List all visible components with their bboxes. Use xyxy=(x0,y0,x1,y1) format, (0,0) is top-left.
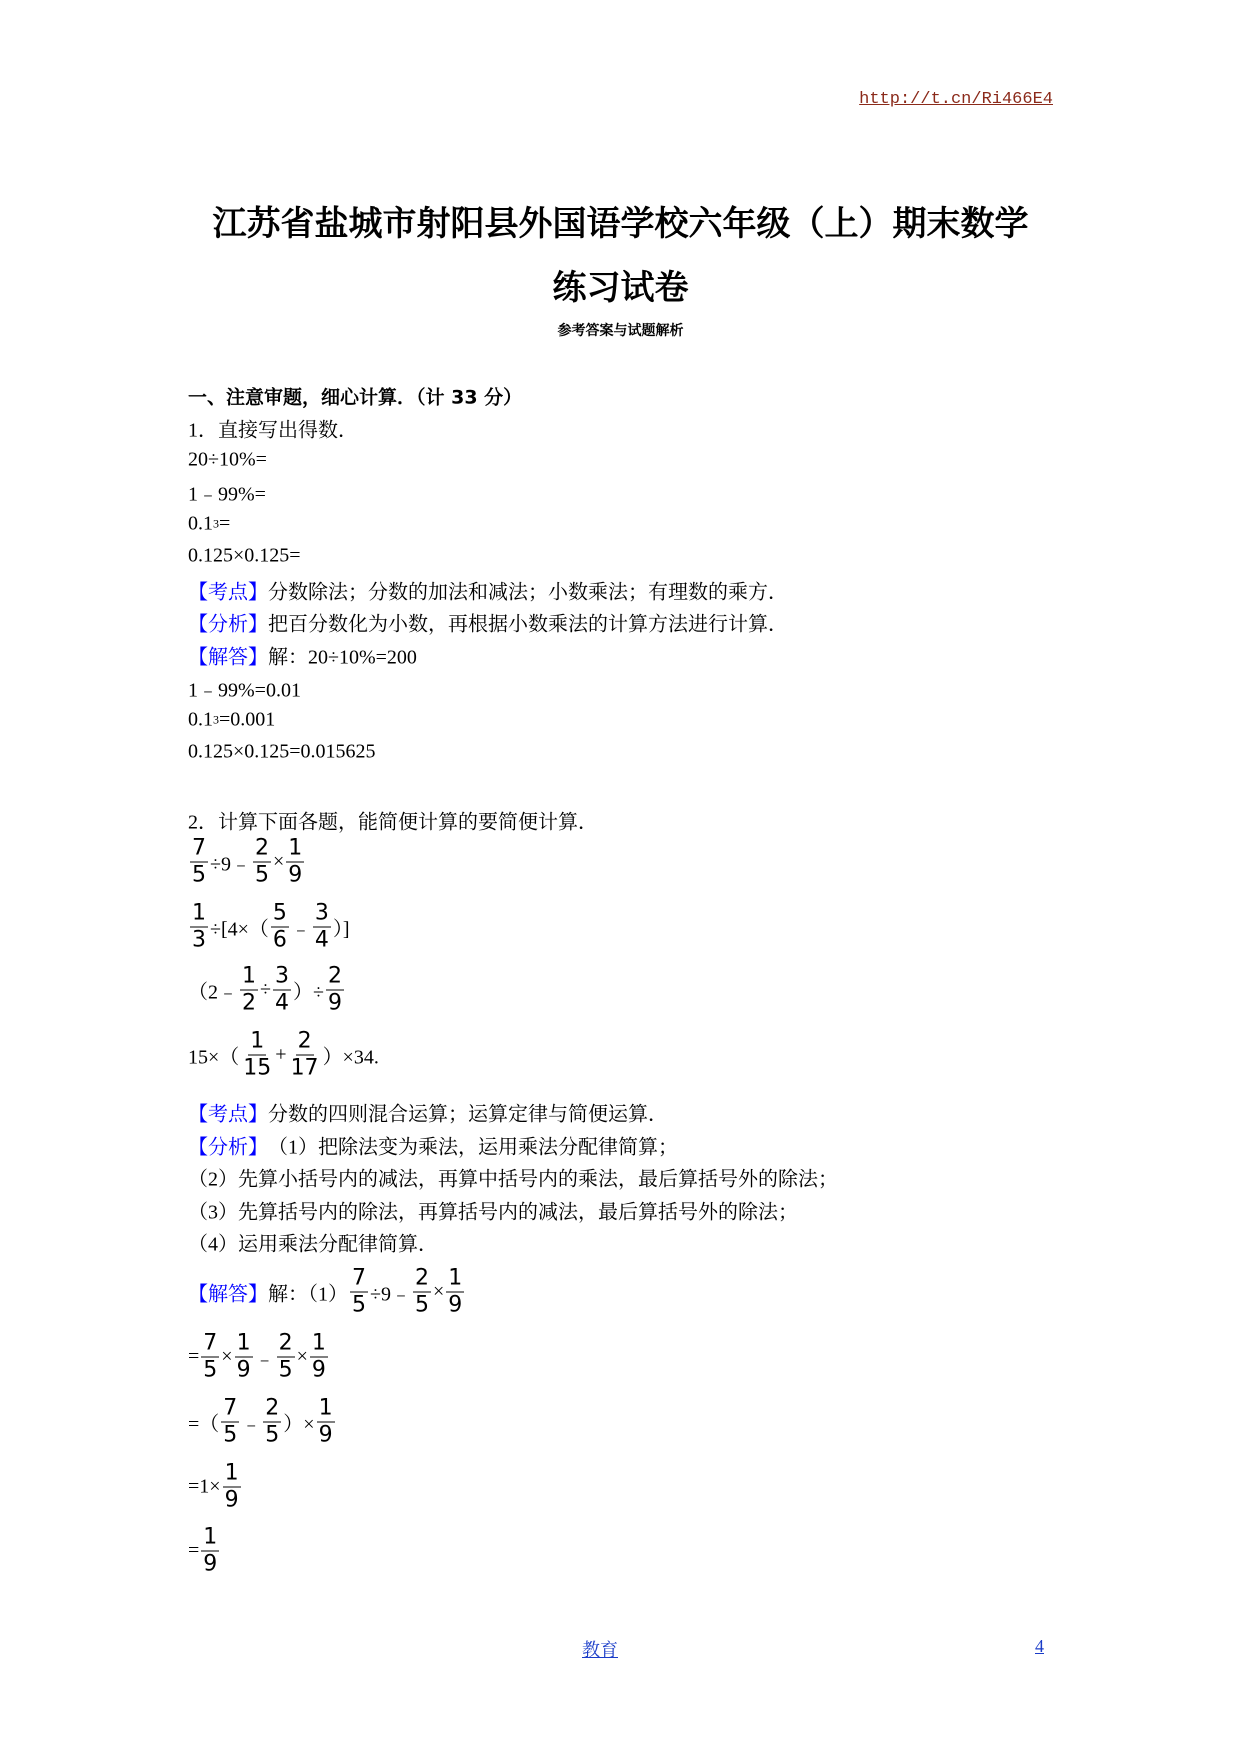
text: 解：20÷10%=200 xyxy=(268,646,417,669)
denominator: 17 xyxy=(290,1055,319,1081)
numerator: 1 xyxy=(311,1330,326,1356)
text: ﹣ xyxy=(241,1413,262,1436)
text: ÷[4×（ xyxy=(210,918,269,941)
text-line xyxy=(188,513,230,536)
text-line xyxy=(188,1461,243,1514)
text: ）×34. xyxy=(322,1046,379,1069)
text: 15×（ xyxy=(188,1046,240,1069)
fraction xyxy=(289,1029,321,1082)
exponent: 3 xyxy=(213,712,219,727)
text: =（ xyxy=(188,1413,220,1436)
denominator: 9 xyxy=(327,990,342,1016)
text: ）] xyxy=(332,918,350,941)
text: （2）先算小括号内的减法，再算中括号内的乘法，最后算括号外的除法； xyxy=(188,1168,838,1191)
document-title-line2: 练习试卷 xyxy=(552,268,689,308)
denominator: 5 xyxy=(414,1292,429,1318)
numerator: 1 xyxy=(318,1395,333,1421)
document-title-line1: 江苏省盐城市射阳县外国语学校六年级（上）期末数学 xyxy=(212,204,1029,244)
denominator: 9 xyxy=(318,1422,333,1448)
denominator: 5 xyxy=(352,1292,366,1318)
text: 解：（1） xyxy=(268,1283,348,1306)
text-line xyxy=(188,576,788,605)
text: 把百分数化为小数，再根据小数乘法的计算方法进行计算． xyxy=(268,613,788,636)
page-number[interactable]: 4 xyxy=(1035,1636,1044,1656)
numerator: 1 xyxy=(250,1028,265,1054)
fraction xyxy=(223,1461,241,1514)
denominator: 9 xyxy=(448,1292,463,1318)
text-line xyxy=(188,836,306,889)
numerator: 7 xyxy=(223,1395,238,1421)
text-line xyxy=(188,1029,379,1082)
numerator: 7 xyxy=(352,1265,366,1291)
numerator: 1 xyxy=(242,963,256,989)
fraction xyxy=(273,964,291,1017)
fraction xyxy=(190,836,208,889)
denominator: 9 xyxy=(288,862,303,888)
section-tag: 【分析】 xyxy=(188,1136,268,1159)
numerator: 7 xyxy=(192,835,206,861)
text: ÷ xyxy=(260,978,271,1001)
numerator: 2 xyxy=(327,963,342,989)
text: × xyxy=(272,850,285,873)
denominator: 6 xyxy=(272,927,287,953)
text: ）× xyxy=(283,1413,315,1436)
text-line xyxy=(188,1131,678,1160)
numerator: 2 xyxy=(278,1330,293,1356)
text: 2．计算下面各题，能简便计算的要简便计算． xyxy=(188,811,598,834)
text-line xyxy=(188,741,376,764)
denominator: 5 xyxy=(278,1357,293,1383)
section-tag: 【解答】 xyxy=(188,646,268,669)
fraction xyxy=(310,1331,328,1384)
denominator: 9 xyxy=(236,1357,251,1383)
denominator: 5 xyxy=(223,1422,238,1448)
text-line xyxy=(188,1163,838,1192)
denominator: 5 xyxy=(254,862,269,888)
fraction xyxy=(240,964,258,1017)
fraction xyxy=(241,1029,273,1082)
numerator: 3 xyxy=(314,900,329,926)
text: ﹣ xyxy=(290,918,311,941)
fraction xyxy=(221,1396,239,1449)
header-link[interactable]: http://t.cn/Ri466E4 xyxy=(859,90,1053,109)
fraction xyxy=(313,901,331,954)
numerator: 7 xyxy=(203,1330,218,1356)
text-line xyxy=(188,449,267,472)
numerator: 3 xyxy=(274,963,289,989)
text: 0.125×0.125= xyxy=(188,544,301,567)
text-line xyxy=(188,1228,438,1257)
footer-link[interactable]: 教育 xyxy=(582,1640,618,1660)
text-line xyxy=(188,608,788,637)
text-line xyxy=(188,1396,337,1449)
text: 0.1 xyxy=(188,512,213,535)
text: × xyxy=(296,1345,308,1368)
denominator: 5 xyxy=(265,1422,280,1448)
text-line xyxy=(188,806,598,835)
numerator: 1 xyxy=(288,835,303,861)
text: × xyxy=(221,1345,233,1368)
fraction xyxy=(286,836,304,889)
denominator: 5 xyxy=(203,1357,218,1383)
numerator: 2 xyxy=(254,835,269,861)
text: 分数的四则混合运算；运算定律与简便运算． xyxy=(268,1103,668,1126)
text: 0.1 xyxy=(188,708,213,731)
numerator: 2 xyxy=(414,1265,429,1291)
fraction xyxy=(201,1331,219,1384)
text: 0.125×0.125=0.015625 xyxy=(188,740,376,763)
text-line xyxy=(188,1525,221,1578)
text: ﹣ xyxy=(254,1348,275,1371)
section-tag: 【解答】 xyxy=(188,1283,268,1306)
denominator: 4 xyxy=(314,927,329,953)
text: （4）运用乘法分配律简算． xyxy=(188,1233,438,1256)
text-line xyxy=(188,641,417,670)
section-heading: 一、注意审题，细心计算．（计 33 分） xyxy=(188,386,523,409)
text: × xyxy=(432,1280,445,1303)
document-subtitle: 参考答案与试题解析 xyxy=(557,323,684,339)
text: ）÷ xyxy=(292,981,324,1004)
fraction xyxy=(317,1396,335,1449)
text-line xyxy=(188,709,275,732)
section-tag: 【考点】 xyxy=(188,581,268,604)
text: = xyxy=(219,512,231,535)
text-line xyxy=(188,1266,466,1319)
denominator: 9 xyxy=(311,1357,326,1383)
numerator: 1 xyxy=(192,900,206,926)
text-line xyxy=(188,1098,668,1127)
text: 分数除法；分数的加法和减法；小数乘法；有理数的乘方． xyxy=(268,581,788,604)
text: 1﹣99%=0.01 xyxy=(188,679,301,702)
denominator: 9 xyxy=(224,1487,239,1513)
denominator: 2 xyxy=(242,990,256,1016)
fraction xyxy=(350,1266,368,1319)
numerator: 2 xyxy=(297,1028,312,1054)
denominator: 4 xyxy=(274,990,289,1016)
text-line xyxy=(188,1196,798,1225)
text-line xyxy=(188,964,346,1017)
fraction xyxy=(190,901,208,954)
numerator: 2 xyxy=(265,1395,280,1421)
numerator: 1 xyxy=(203,1524,218,1550)
text: ÷9﹣ xyxy=(210,853,251,876)
numerator: 5 xyxy=(272,900,287,926)
fraction xyxy=(446,1266,464,1319)
fraction xyxy=(271,901,289,954)
text-line xyxy=(188,1331,330,1384)
text: =0.001 xyxy=(219,708,276,731)
text-line xyxy=(188,478,266,507)
text: ÷9﹣ xyxy=(370,1283,411,1306)
denominator: 9 xyxy=(203,1551,218,1577)
fraction xyxy=(413,1266,431,1319)
text: 1﹣99%= xyxy=(188,483,266,506)
fraction xyxy=(326,964,344,1017)
text-line xyxy=(188,674,301,703)
numerator: 1 xyxy=(236,1330,251,1356)
text: + xyxy=(275,1043,287,1066)
section-tag: 【分析】 xyxy=(188,613,268,636)
fraction xyxy=(253,836,271,889)
text-line xyxy=(188,901,350,954)
text-line xyxy=(188,545,301,568)
text: （3）先算括号内的除法，再算括号内的减法，最后算括号外的除法； xyxy=(188,1201,798,1224)
denominator: 3 xyxy=(192,927,206,953)
text: = xyxy=(188,1345,200,1368)
denominator: 5 xyxy=(192,862,206,888)
fraction xyxy=(201,1525,219,1578)
text: =1× xyxy=(188,1475,221,1498)
text-line xyxy=(188,414,358,443)
numerator: 1 xyxy=(224,1460,239,1486)
text: （2﹣ xyxy=(188,981,238,1004)
fraction xyxy=(263,1396,281,1449)
section-tag: 【考点】 xyxy=(188,1103,268,1126)
text: 20÷10%= xyxy=(188,448,267,471)
denominator: 15 xyxy=(243,1055,272,1081)
fraction xyxy=(277,1331,295,1384)
fraction xyxy=(235,1331,253,1384)
numerator: 1 xyxy=(448,1265,463,1291)
text: （1）把除法变为乘法，运用乘法分配律简算； xyxy=(268,1136,678,1159)
exponent: 3 xyxy=(213,516,219,531)
text: 1．直接写出得数． xyxy=(188,419,358,442)
text: = xyxy=(188,1539,200,1562)
